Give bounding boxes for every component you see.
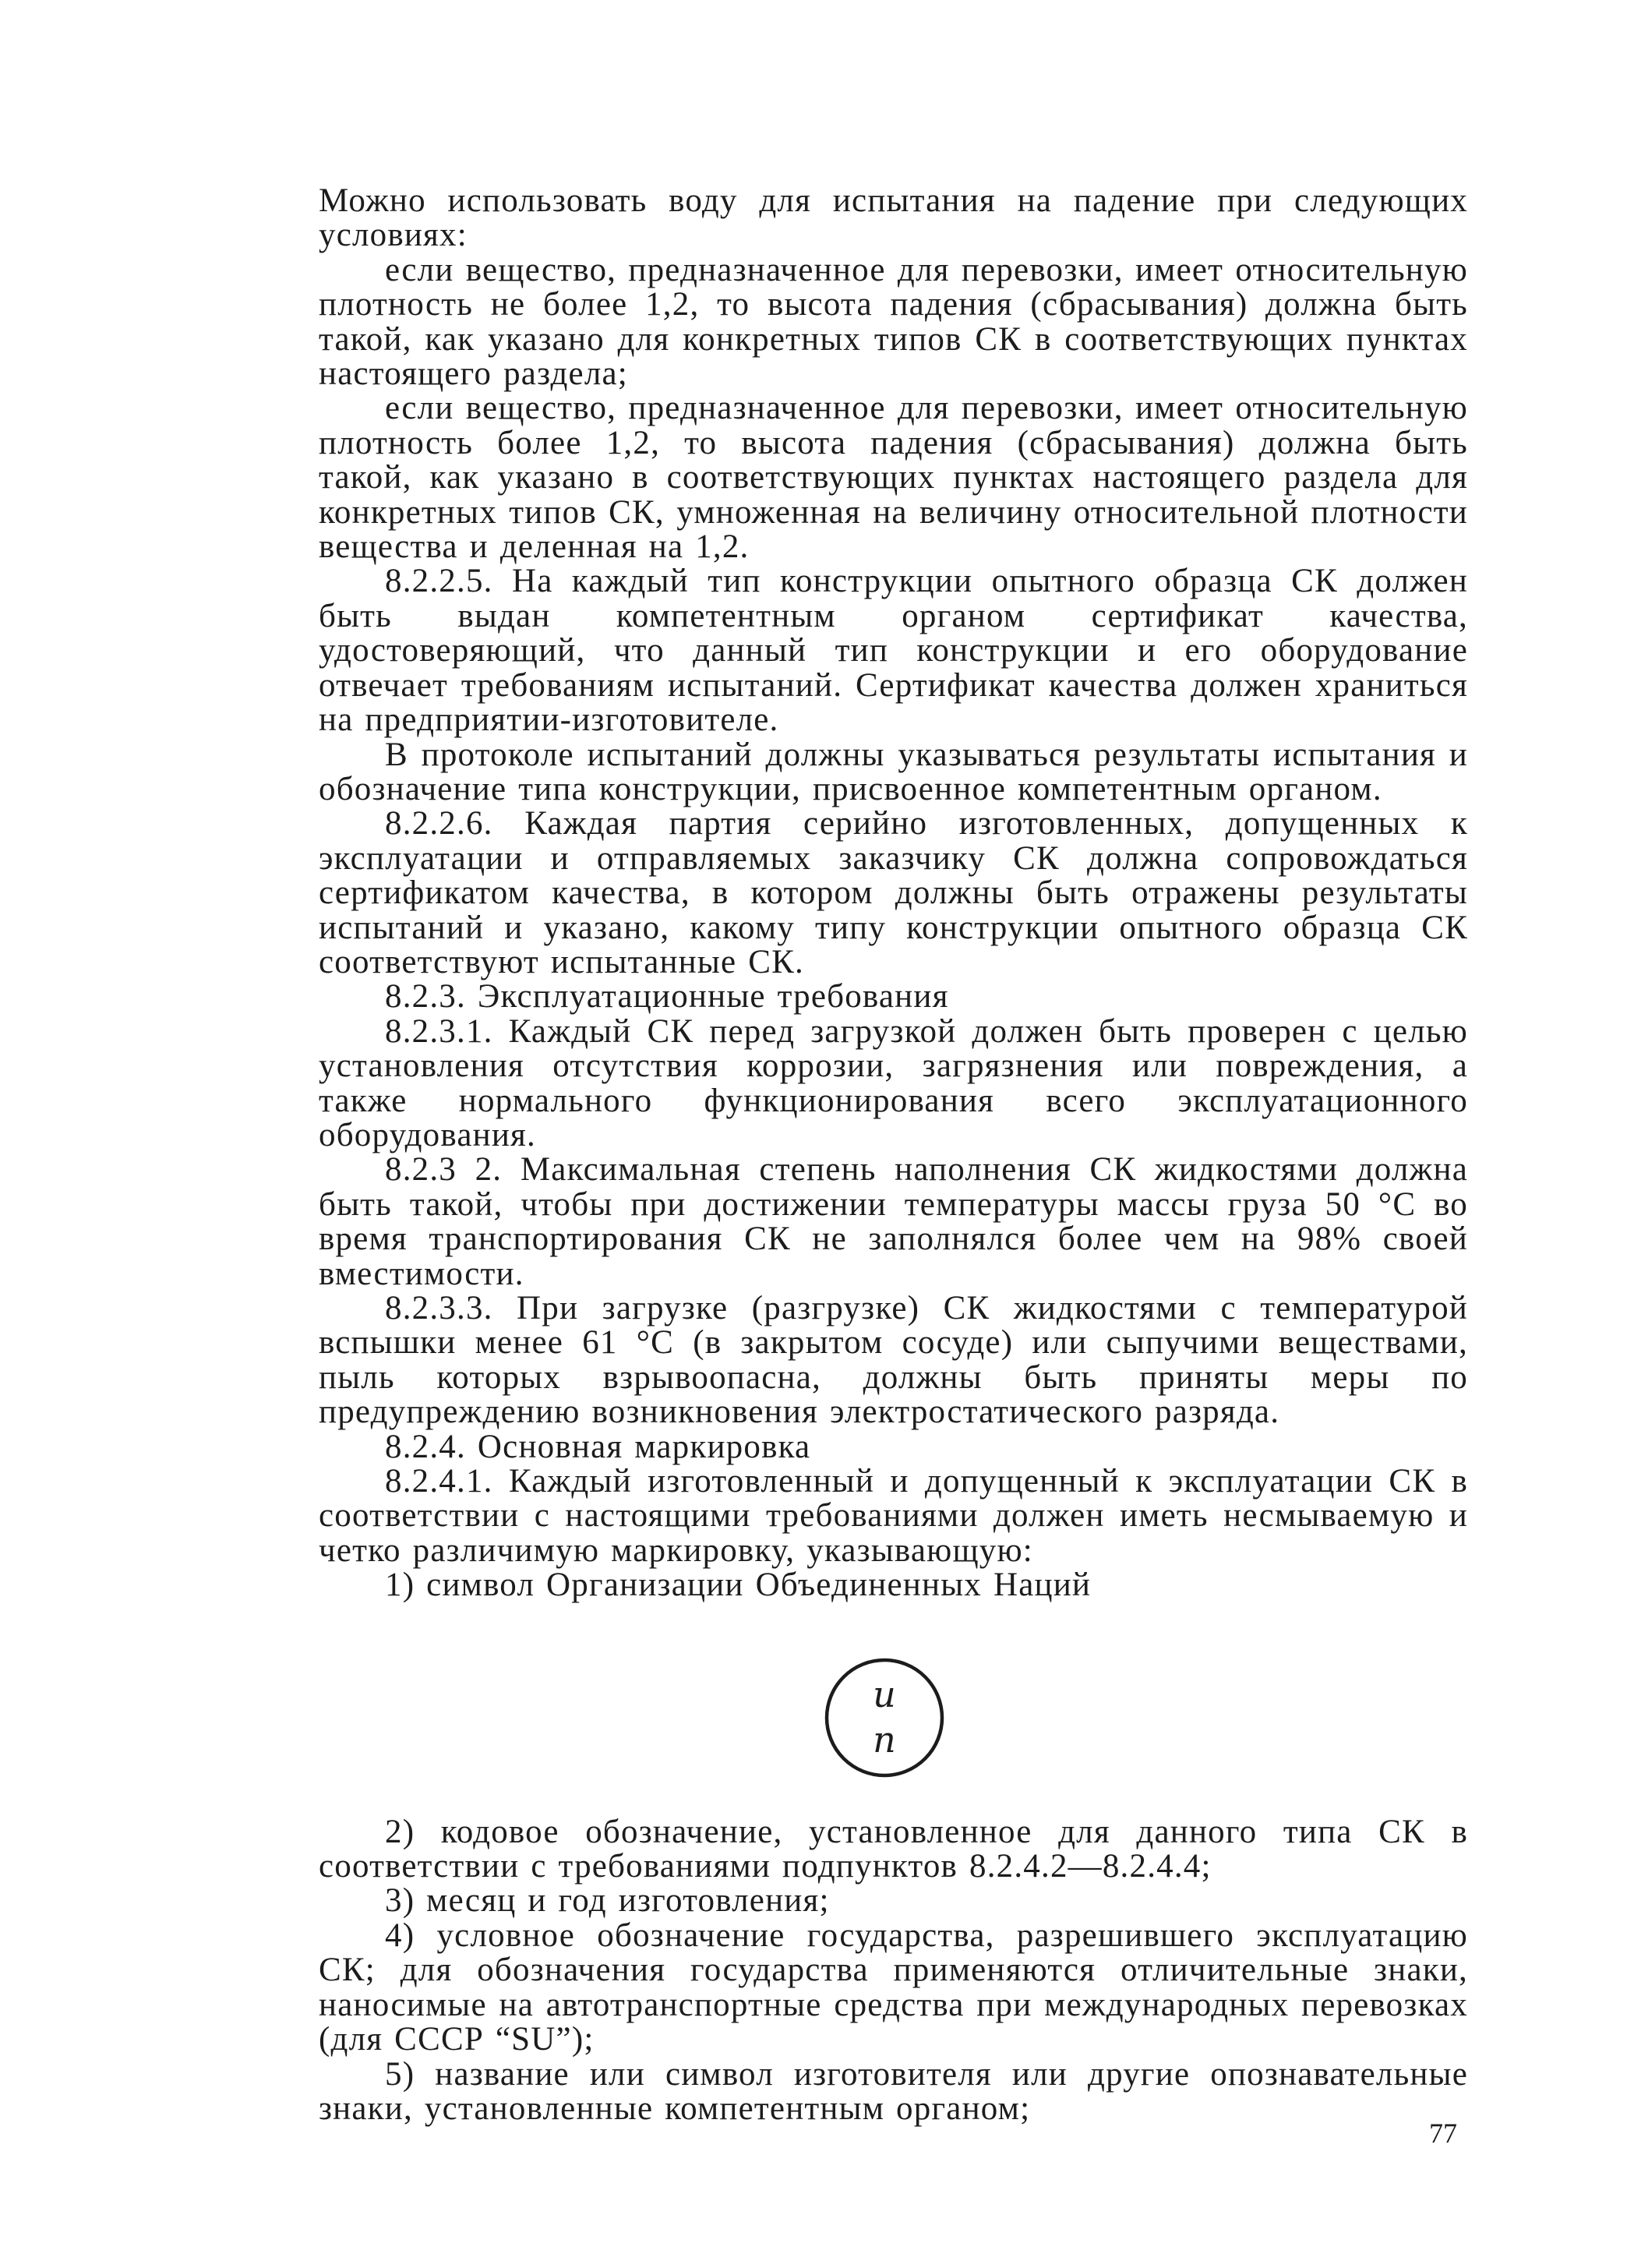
paragraph-8-2-3-2: 8.2.3 2. Максимальная степень наполнения СК жидкостями должна быть такой, чтобы при достижении температуры массы груза 50 °С во время транспортирования СК не заполнялся более чем на 98% своей вместимости. (319, 1151, 1468, 1292)
page-body (319, 184, 1468, 2126)
list-item-1-un-symbol: 1) символ Организации Объединенных Наций (385, 1567, 1092, 1604)
paragraph-8-2-2-5: 8.2.2.5. На каждый тип конструкции опытного образца СК должен быть выдан компетентным органом сертификат качества, удостоверяющий, что данный тип конструкции и его оборудование отвечает требованиям испытаний. Сертификат качества должен храниться на предприятии-изготовителе. (319, 563, 1468, 739)
list-item-4-state: 4) условное обозначение государства, разрешившего эксплуатацию СК; для обозначения государства применяются отличительные знаки, наносимые на автотранспортные средства при международных перевозках (для СССР “SU”); (319, 1916, 1468, 2058)
list-item-5-manufacturer: 5) название или символ изготовителя или другие опознавательные знаки, установленные компетентным органом; (319, 2055, 1468, 2127)
heading-8-2-4: 8.2.4. Основная маркировка (385, 1428, 811, 1465)
un-symbol-icon (822, 1655, 947, 1780)
heading-8-2-3: 8.2.3. Эксплуатационные требования (385, 978, 949, 1016)
paragraph-8-2-2-6: 8.2.2.6. Каждая партия серийно изготовленных, допущенных к эксплуатации и отправляемых заказчику СК должна сопровождаться сертификатом качества, в котором должны быть отражены результаты испытаний и указано, какому типу конструкции опытного образца СК соответствуют испытанные СК. (319, 805, 1468, 980)
page-number: 77 (1429, 2118, 1457, 2149)
paragraph-water-test-intro: Можно использовать воду для испытания на падение при следующих условиях: (319, 182, 1468, 254)
un-symbol-letter-u: u (873, 1673, 896, 1715)
un-symbol-letter-n: n (873, 1718, 896, 1761)
paragraph-density-over-1-2: если вещество, предназначенное для перевозки, имеет относительную плотность более 1,2, то высота падения (сбрасывания) должна быть такой, как указано в соответствующих пунктах настоящего раздела для конкретных типов СК, умноженная на величину относительной плотности вещества и деленная на 1,2. (319, 390, 1468, 566)
list-item-3-date: 3) месяц и год изготовления; (385, 1882, 830, 1920)
paragraph-8-2-3-3: 8.2.3.3. При загрузке (разгрузке) СК жидкостями с температурой вспышки менее 61 °С (в закрытом сосуде) или сыпучими веществами, пыль которых взрывоопасна, должны быть приняты меры по предупреждению возникновения электростатического разряда. (319, 1290, 1468, 1431)
paragraph-density-not-over-1-2: если вещество, предназначенное для перевозки, имеет относительную плотность не более 1,2, то высота падения (сбрасывания) должна быть такой, как указано для конкретных типов СК в соответствующих пунктах настоящего раздела; (319, 251, 1468, 393)
paragraph-test-protocol: В протоколе испытаний должны указываться результаты испытания и обозначение типа конструкции, присвоенное компетентным органом. (319, 736, 1468, 807)
paragraph-8-2-4-1: 8.2.4.1. Каждый изготовленный и допущенный к эксплуатации СК в соответствии с настоящими требованиями должен иметь несмываемую и четко различимую маркировку, указывающую: (319, 1463, 1468, 1569)
list-item-2-code: 2) кодовое обозначение, установленное для данного типа СК в соответствии с требованиями подпунктов 8.2.4.2—8.2.4.4; (319, 1813, 1468, 1885)
paragraph-8-2-3-1: 8.2.3.1. Каждый СК перед загрузкой должен быть проверен с целью установления отсутствия коррозии, загрязнения или повреждения, а также нормального функционирования всего эксплуатационного оборудования. (319, 1012, 1468, 1153)
